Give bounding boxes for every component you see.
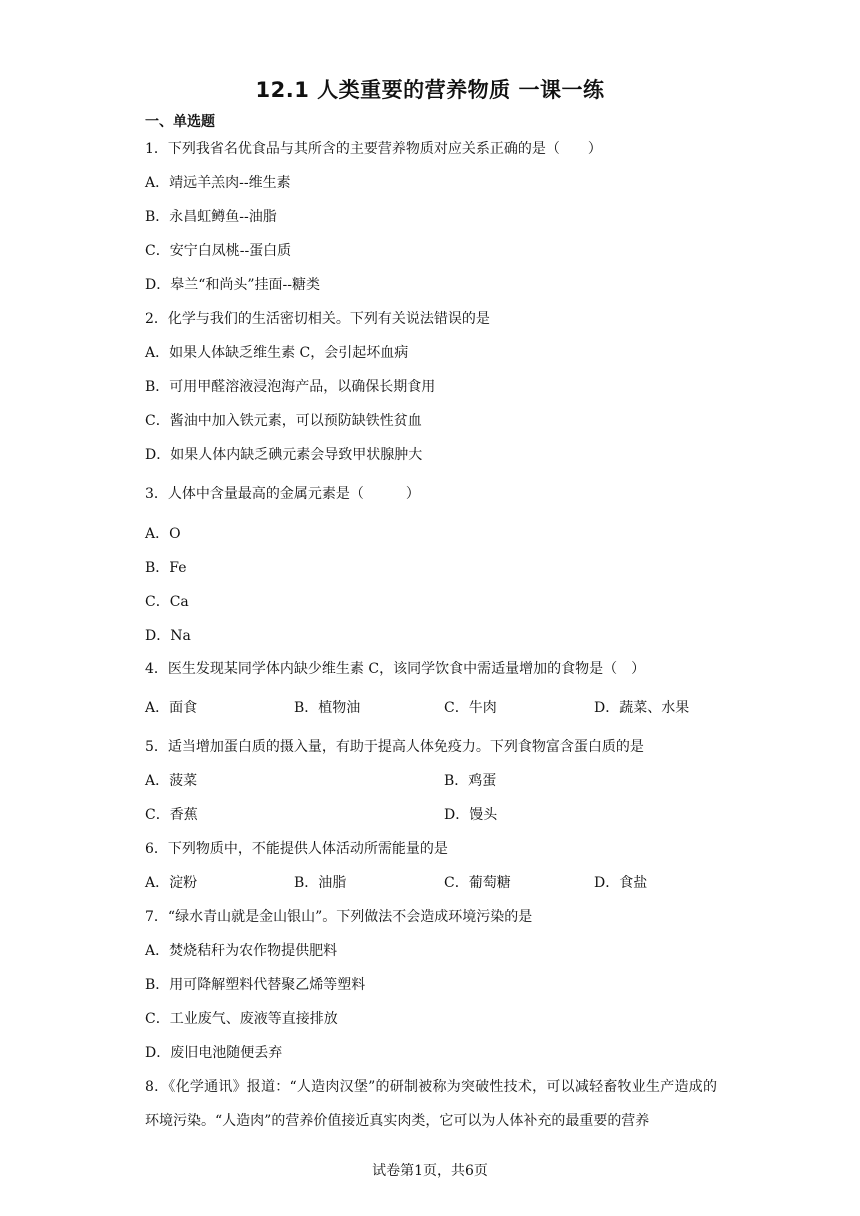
question-6-option-b: B．油脂	[294, 875, 347, 891]
question-3-stem: 3．人体中含量最高的金属元素是（ ）	[145, 486, 420, 502]
question-1-stem: 1．下列我省名优食品与其所含的主要营养物质对应关系正确的是（ ）	[145, 141, 602, 157]
question-7-option-c: C．工业废气、废液等直接排放	[145, 1011, 338, 1027]
question-2-option-b: B．可用甲醛溶液浸泡海产品，以确保长期食用	[145, 379, 436, 395]
question-4-option-c: C．牛肉	[444, 700, 497, 716]
section-heading: 一、单选题	[145, 114, 215, 130]
question-3-option-c: C．Ca	[145, 594, 189, 610]
question-2-option-a: A．如果人体缺乏维生素 C，会引起坏血病	[145, 345, 409, 361]
question-8-stem: 8．《化学通讯》报道：“人造肉汉堡”的研制被称为突破性技术，可以减轻畜牧业生产造成的环境污染。“人造肉”的营养价值接近真实肉类，它可以为人体补充的最重要的营养	[145, 1079, 717, 1129]
question-5-option-c: C．香蕉	[145, 807, 198, 823]
question-6-option-a: A．淀粉	[145, 875, 198, 891]
question-4-option-d: D．蔬菜、水果	[594, 700, 690, 716]
question-5-option-a: A．菠菜	[145, 773, 198, 789]
question-1-option-a: A．靖远羊羔肉--维生素	[145, 175, 291, 191]
question-6-option-c: C．葡萄糖	[444, 875, 511, 891]
question-4-option-a: A．面食	[145, 700, 198, 716]
page-title: 12.1 人类重要的营养物质 一课一练	[255, 78, 605, 102]
question-3-option-a: A．O	[145, 526, 181, 542]
question-5-stem: 5．适当增加蛋白质的摄入量，有助于提高人体免疫力。下列食物富含蛋白质的是	[145, 739, 644, 755]
question-3-option-d: D．Na	[145, 628, 191, 644]
question-7-stem: 7．“绿水青山就是金山银山”。下列做法不会造成环境污染的是	[145, 909, 533, 925]
question-5-option-d: D．馒头	[444, 807, 498, 823]
question-1-option-c: C．安宁白凤桃--蛋白质	[145, 243, 292, 259]
page-footer: 试卷第1页，共6页	[372, 1163, 488, 1179]
question-2-option-d: D．如果人体内缺乏碘元素会导致甲状腺肿大	[145, 447, 423, 463]
question-7-option-d: D．废旧电池随便丢弃	[145, 1045, 283, 1061]
question-1-option-d: D．皋兰“和尚头”挂面--糖类	[145, 277, 320, 293]
question-6-option-d: D．食盐	[594, 875, 648, 891]
question-7-option-b: B．用可降解塑料代替聚乙烯等塑料	[145, 977, 366, 993]
question-6-stem: 6．下列物质中，不能提供人体活动所需能量的是	[145, 841, 448, 857]
question-1-option-b: B．永昌虹鳟鱼--油脂	[145, 209, 277, 225]
question-2-stem: 2．化学与我们的生活密切相关。下列有关说法错误的是	[145, 311, 490, 327]
question-4-stem: 4．医生发现某同学体内缺少维生素 C，该同学饮食中需适量增加的食物是（ ）	[145, 661, 646, 677]
question-3-option-b: B．Fe	[145, 560, 187, 576]
question-4-option-b: B．植物油	[294, 700, 361, 716]
question-5-option-b: B．鸡蛋	[444, 773, 497, 789]
question-7-option-a: A．焚烧秸秆为农作物提供肥料	[145, 943, 338, 959]
question-2-option-c: C．酱油中加入铁元素，可以预防缺铁性贫血	[145, 413, 422, 429]
